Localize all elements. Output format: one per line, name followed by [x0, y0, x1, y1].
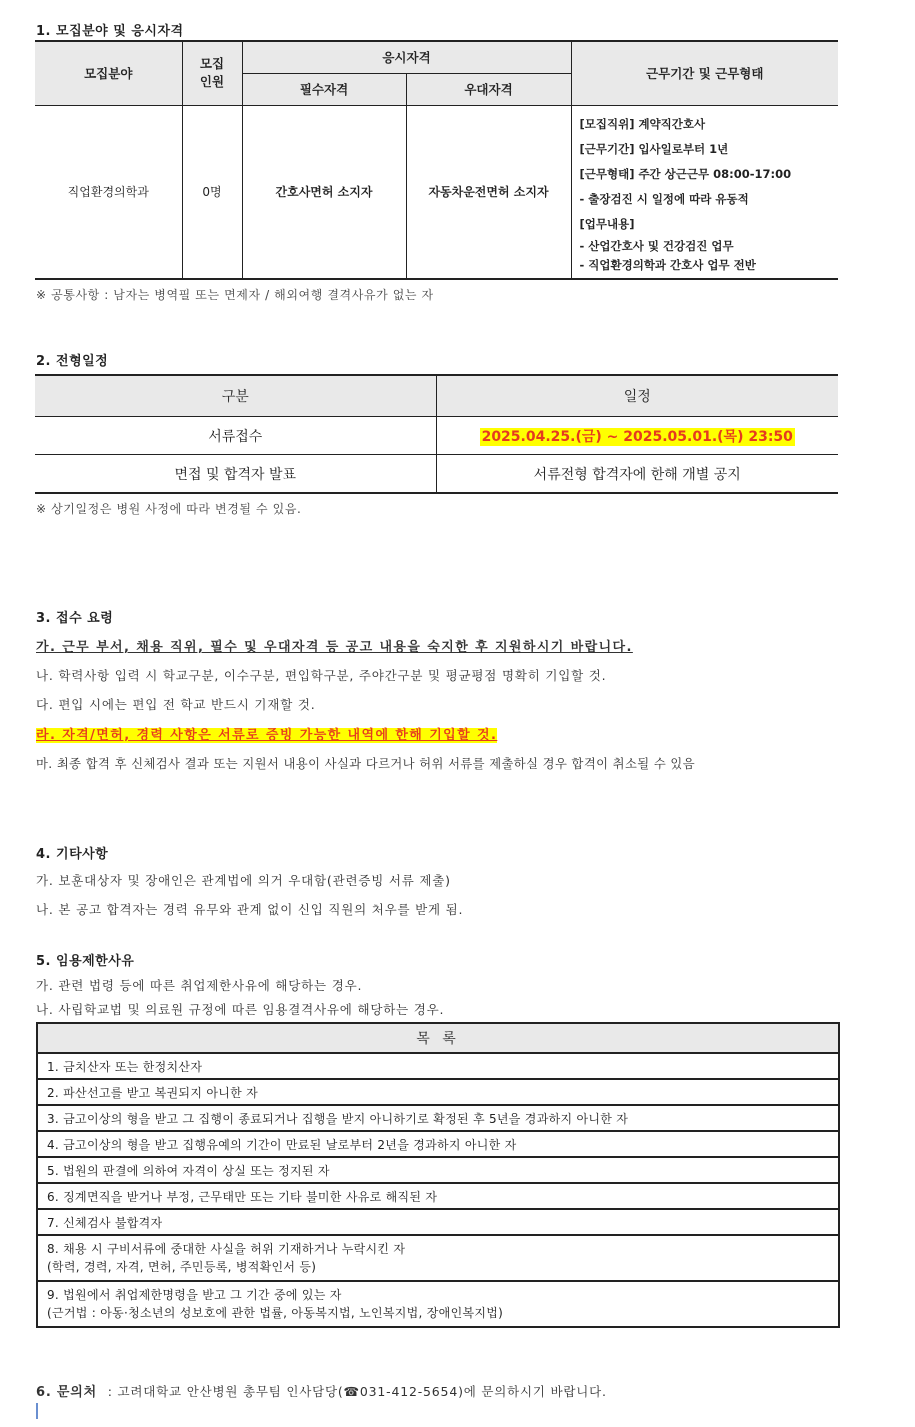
list-item: 5. 법원의 판결에 의하여 자격이 상실 또는 정지된 자	[37, 1157, 839, 1183]
list-item: 7. 신체검사 불합격자	[37, 1209, 839, 1235]
cell-field: 직업환경의학과	[35, 105, 182, 279]
section2-note: ※ 상기일정은 병원 사정에 따라 변경될 수 있음.	[36, 502, 302, 516]
cell-preferred: 자동차운전면허 소지자	[406, 105, 571, 279]
header-required: 필수자격	[242, 73, 406, 105]
section3-item	[36, 636, 633, 655]
cell-category: 서류접수	[35, 417, 436, 455]
section3-item: 다. 편입 시에는 편입 전 학교 반드시 기재할 것.	[36, 697, 316, 712]
cell-schedule	[436, 417, 838, 455]
list-item: 1. 금치산자 또는 한정치산자	[37, 1053, 839, 1079]
cell-count: 0명	[182, 105, 242, 279]
cell-category: 면접 및 합격자 발표	[35, 455, 436, 494]
cell-required: 간호사면허 소지자	[242, 105, 406, 279]
highlighted-date: 2025.04.25.(금) ~ 2025.05.01.(목) 23:50	[481, 428, 793, 445]
list-item: 2. 파산선고를 받고 복권되지 아니한 자	[37, 1079, 839, 1105]
section5-heading: 5. 임용제한사유	[36, 954, 135, 969]
section4-item: 가. 보훈대상자 및 장애인은 관계법에 의거 우대함(관련증빙 서류 제출)	[36, 873, 451, 888]
list-item: 6. 징계면직을 받거나 부정, 근무태만 또는 기타 불미한 사유로 해직된 자	[37, 1183, 839, 1209]
cell-schedule: 서류전형 합격자에 한해 개별 공지	[436, 455, 838, 494]
section5-item: 가. 관련 법령 등에 따른 취업제한사유에 해당하는 경우.	[36, 978, 363, 993]
list-item	[37, 1281, 839, 1327]
disqualification-list	[36, 1022, 840, 1328]
header-period: 근무기간 및 근무형태	[571, 41, 838, 105]
header-count: 모집 인원	[182, 41, 242, 105]
list-title: 목 록	[37, 1023, 839, 1053]
section3-item: 나. 학력사항 입력 시 학교구분, 이수구분, 편입학구분, 주야간구분 및 평균평점 명확히 기입할 것.	[36, 668, 607, 683]
header-field: 모집분야	[35, 41, 182, 105]
header-qualification: 응시자격	[242, 41, 571, 73]
emphasis-text: 가. 근무 부서, 채용 직위, 필수 및 우대자격 등 공고 내용을 숙지한 후 지원하시기 바랍니다.	[36, 640, 633, 655]
highlighted-text: 라. 자격/면허, 경력 사항은 서류로 증빙 가능한 내역에 한해 기입할 것.	[36, 728, 498, 743]
section4-heading: 4. 기타사항	[36, 847, 109, 862]
contact-text: : 고려대학교 안산병원 총무팀 인사담당(☎031-412-5654)에 문의하시기 바랍니다.	[107, 1384, 607, 1399]
term-line: [근무형태] 주간 상근근무 08:00-17:00	[579, 166, 792, 181]
section4-item: 나. 본 공고 합격자는 경력 유무와 관계 없이 신입 직원의 처우를 받게 됨.	[36, 902, 464, 917]
section3-item	[36, 724, 497, 743]
list-item-subline: (학력, 경력, 자격, 면허, 주민등록, 병적확인서 등)	[47, 1260, 317, 1274]
header-schedule: 일정	[436, 375, 838, 417]
term-line: [근무기간] 입사일로부터 1년	[579, 141, 729, 156]
section1-heading: 1. 모집분야 및 응시자격	[36, 24, 184, 39]
term-line: [업무내용]	[579, 216, 635, 231]
list-item-line: 9. 법원에서 취업제한명령을 받고 그 기간 중에 있는 자	[47, 1288, 342, 1302]
text-cursor	[36, 1403, 38, 1419]
list-item	[37, 1235, 839, 1281]
section3-heading: 3. 접수 요령	[36, 611, 114, 626]
header-preferred: 우대자격	[406, 73, 571, 105]
term-line: - 출장검진 시 일정에 따라 유동적	[579, 191, 749, 206]
list-item-subline: (근거법 : 아동·청소년의 성보호에 관한 법률, 아동복지법, 노인복지법, 장애인복지법)	[47, 1306, 504, 1320]
qualification-table	[35, 40, 838, 280]
cell-terms	[571, 105, 838, 279]
term-line: - 산업간호사 및 건강검진 업무	[579, 238, 734, 253]
term-line: [모집직위] 계약직간호사	[579, 116, 706, 131]
list-item-line: 8. 채용 시 구비서류에 중대한 사실을 허위 기재하거나 누락시킨 자	[47, 1242, 406, 1256]
header-category: 구분	[35, 375, 436, 417]
section5-item: 나. 사립학교법 및 의료원 규정에 따른 임용결격사유에 해당하는 경우.	[36, 1002, 445, 1017]
section6-contact	[36, 1381, 607, 1400]
schedule-table	[35, 374, 838, 494]
list-item: 3. 금고이상의 형을 받고 그 집행이 종료되거나 집행을 받지 아니하기로 확정된 후 5년을 경과하지 아니한 자	[37, 1105, 839, 1131]
term-line: - 직업환경의학과 간호사 업무 전반	[579, 257, 756, 272]
section2-heading: 2. 전형일정	[36, 354, 109, 369]
section1-note: ※ 공통사항 : 남자는 병역필 또는 면제자 / 해외여행 결격사유가 없는 자	[36, 288, 434, 302]
list-item: 4. 금고이상의 형을 받고 집행유예의 기간이 만료된 날로부터 2년을 경과하지 아니한 자	[37, 1131, 839, 1157]
section6-heading: 6. 문의처	[36, 1385, 97, 1400]
section3-item: 마. 최종 합격 후 신체검사 결과 또는 지원서 내용이 사실과 다르거나 허위 서류를 제출하실 경우 합격이 취소될 수 있음	[36, 757, 695, 771]
